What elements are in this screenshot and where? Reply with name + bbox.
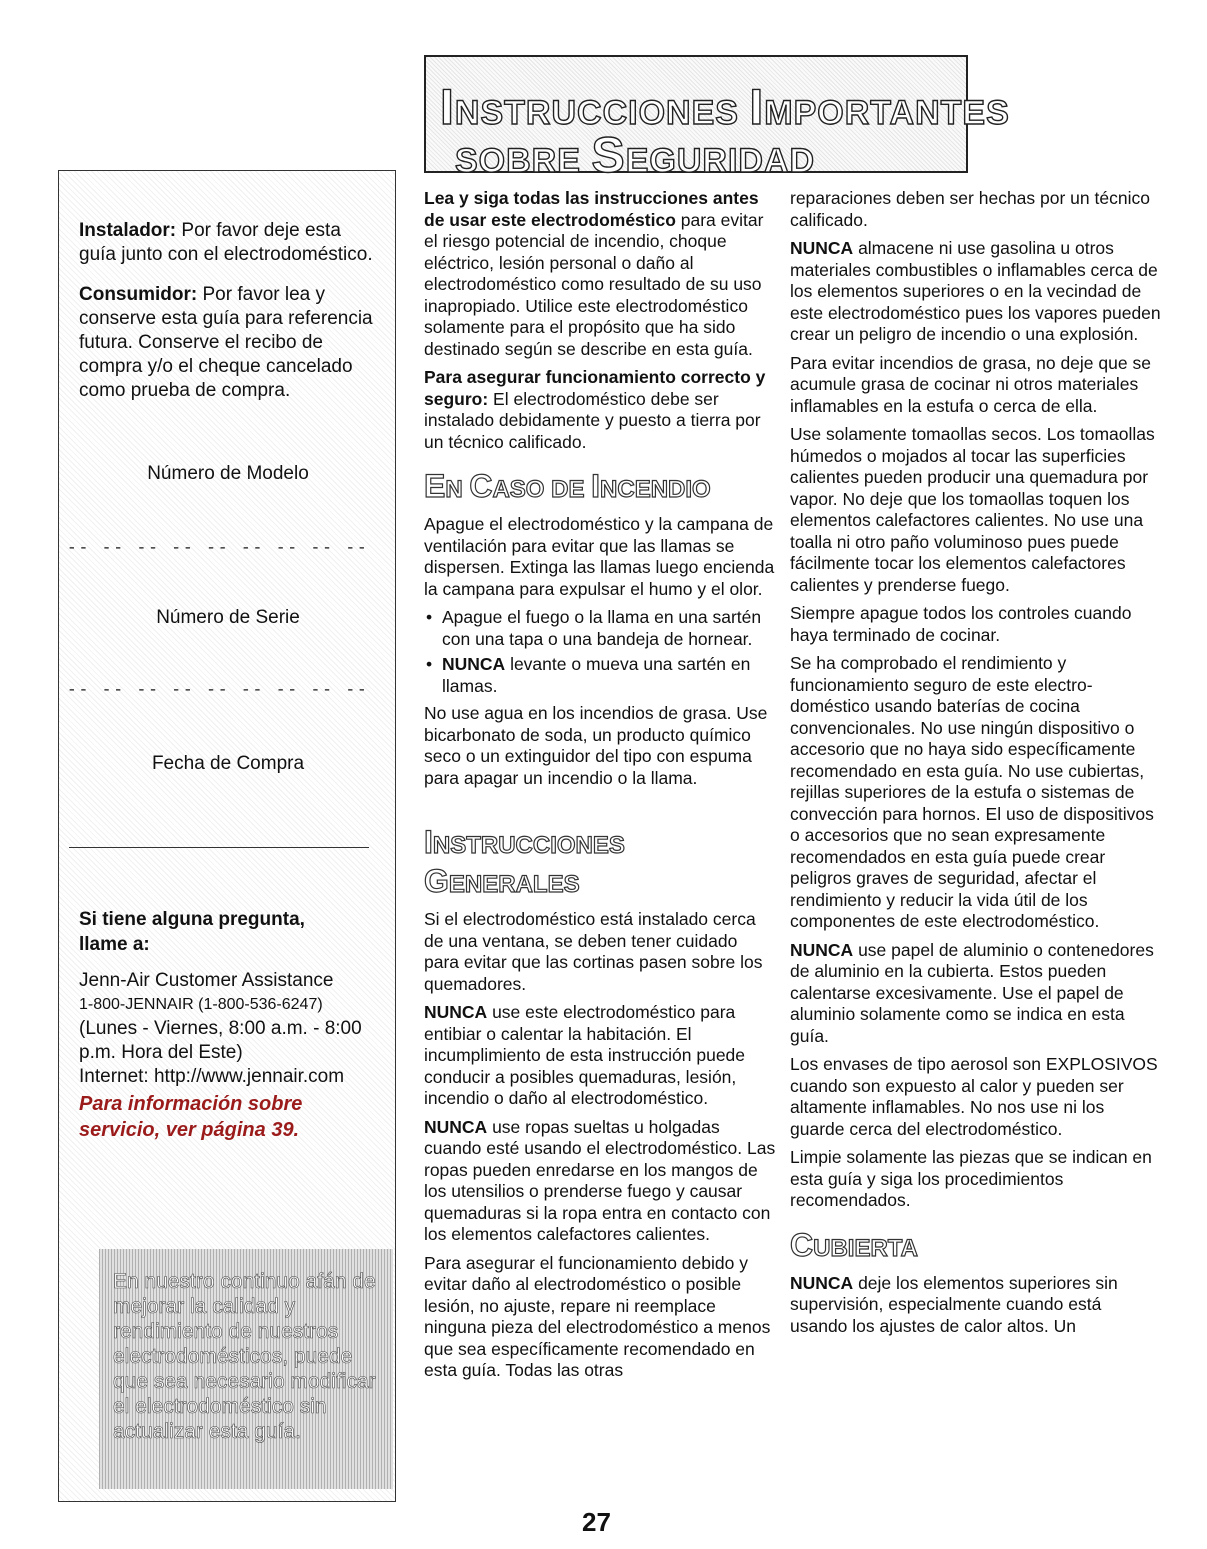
general-paragraph-1: Si el electrodoméstico está instalado cerca de una ventana, se deben tener cuidado para evitar que las cortinas pasen sobre los quemadores.	[424, 909, 763, 994]
purchase-date-label: Fecha de Compra	[151, 753, 305, 774]
update-notice: En nuestro continuo afán de mejorar la calidad y rendimiento de nuestros electrodomésticos, puede que sea necesario modificar el electrodoméstico sin actualizar esta guía.	[99, 1249, 393, 1489]
col2-paragraph-7: NUNCA use papel de aluminio o contenedores de aluminio en la cubierta. Estos pueden calentarse excesivamente. Use el papel de aluminio solamente como se indica en esta guía.	[790, 939, 1154, 1046]
col2-paragraph-9: Limpie solamente las piezas que se indican en esta guía y siga los procedimientos recomendados.	[790, 1147, 1152, 1210]
grease-fire-paragraph: No use agua en los incendios de grasa. Use bicarbonato de soda, un producto químico seco o un extinguidor del tipo con espuma para apagar un incendio o la llama.	[424, 703, 768, 788]
cooktop-paragraph: NUNCA deje los elementos superiores sin supervisión, especialmente cuando está usando los ajustes de calor altos. Un	[790, 1272, 1118, 1336]
col2-paragraph-4: Use solamente tomaollas secos. Los tomaollas húmedos o mojados al tocar las superficies calientes pueden producir una quemadura por vapor. No deje que los tomaollas toquen los elementos calefactores calientes. No use una toalla ni otro paño voluminoso pues puede fácilmente tocar los elementos calefactores calientes y prenderse fuego.	[790, 424, 1155, 595]
model-number-line: -- -- -- -- -- -- -- -- --	[67, 539, 369, 557]
col2-paragraph-2: NUNCA almacene ni use gasolina u otros materiales combustibles o inflamables cerca de los elementos superiores o en la vecindad de este electrodoméstico pues los vapores pueden crear un peligro de incendio o una explosión.	[790, 238, 1161, 344]
installer-note: Instalador: Por favor deje esta guía junto con el electrodoméstico.	[79, 220, 373, 265]
column-1	[424, 188, 776, 1389]
col2-paragraph-5: Siempre apague todos los controles cuando haya terminado de cocinar.	[790, 603, 1132, 645]
model-number-label: Número de Modelo	[147, 463, 309, 484]
service-page-note: Para información sobre servicio, ver página 39.	[79, 1093, 303, 1141]
fire-section-title: EN CASO DE INCENDIO	[424, 468, 711, 504]
intro-paragraph: Lea y siga todas las instrucciones antes de usar este electrodoméstico para evitar el riesgo potencial de incendio, choque eléctrico, lesión personal o daño al electrodoméstico como resultado de su uso inapropiado. Utilice este electrodoméstico solamente para el propósito que ha sido destinado según se describe en esta guía.	[424, 188, 764, 359]
general-paragraph-2: NUNCA use este electrodoméstico para entibiar o calentar la habitación. El incumplimiento de esta instrucción puede conducir a posibles quemaduras, lesión, incendio o daño al electrodoméstico.	[424, 1002, 746, 1108]
serial-number-line: -- -- -- -- -- -- -- -- --	[67, 681, 369, 699]
serial-number-label: Número de Serie	[156, 607, 300, 628]
fire-bullet-2: • NUNCA levante o mueva una sartén en llamas.	[442, 654, 776, 697]
contact-info: Jenn-Air Customer Assistance 1-800-JENNAIR (1-800-536-6247) (Lunes - Viernes, 8:00 a.m. - 8:00 p.m. Hora del Este) Internet: http://www.jennair.com	[79, 970, 362, 1087]
fire-bullets	[424, 607, 776, 697]
cooktop-section-title: CUBIERTA	[790, 1226, 918, 1263]
fire-bullet-1: • Apague el fuego o la llama en una sartén con una tapa o una bandeja de hornear.	[442, 607, 776, 650]
question-heading: Si tiene alguna pregunta, llame a:	[79, 909, 305, 955]
page-number: 27	[582, 1507, 611, 1537]
col2-paragraph-8: Los envases de tipo aerosol son EXPLOSIVOS cuando son expuesto al calor y pueden ser altamente inflamables. No nos use ni los guarde cerca del electrodoméstico.	[790, 1054, 1158, 1139]
general-section-title: INSTRUCCIONES GENERALES	[424, 824, 625, 899]
sidebar-panel	[58, 170, 396, 1502]
general-paragraph-4: Para asegurar el funcionamiento debido y evitar daño al electrodoméstico o posible lesión, no ajuste, repare ni reemplace ninguna pieza del electrodoméstico a menos que sea específicamente recomendado en esta guía. Todas las otras	[424, 1252, 771, 1380]
page-title-line2: SOBRE SEGURIDAD	[455, 127, 816, 183]
purchase-date-line	[69, 847, 369, 848]
col2-paragraph-6: Se ha comprobado el rendimiento y funcionamiento seguro de este electro-doméstico usando baterías de cocina convencionales. No use ningún dispositivo o accesorio que no haya sido específicamente recomendado en esta guía. No use cubiertas, rejillas superiores de la estufa o sistemas de convección para hornos. El uso de dispositivos o accesorios que no sean expresamente recomendados en esta guía puede crear peligros graves de seguridad, afectar el rendimiento y reducir la vida útil de los componentes de este electrodoméstico.	[790, 653, 1154, 931]
col2-paragraph-1: reparaciones deben ser hechas por un técnico calificado.	[790, 188, 1150, 230]
installation-paragraph: Para asegurar funcionamiento correcto y seguro: El electrodoméstico debe ser instalado debidamente y puesto a tierra por un técnico calificado.	[424, 367, 766, 452]
general-paragraph-3: NUNCA use ropas sueltas u holgadas cuando esté usando el electrodoméstico. Las ropas pueden enredarse en los mangos de los utensilios o prenderse fuego y causar quemaduras si la ropa entra en contacto con los elementos calefactores calientes.	[424, 1116, 776, 1244]
fire-paragraph: Apague el electrodoméstico y la campana de ventilación para evitar que las llamas se dispersen. Extinga las llamas luego encienda la campana para expulsar el humo y el olor.	[424, 514, 775, 599]
col2-paragraph-3: Para evitar incendios de grasa, no deje que se acumule grasa de cocinar ni otros materiales inflamables en la estufa o cerca de ella.	[790, 352, 1151, 416]
column-2	[790, 188, 1162, 1344]
consumer-note: Consumidor: Por favor lea y conserve esta guía para referencia futura. Conserve el recibo de compra y/o el cheque cancelado como prueba de compra.	[79, 284, 373, 401]
page-title-line1: INSTRUCCIONES IMPORTANTES	[440, 79, 1010, 135]
